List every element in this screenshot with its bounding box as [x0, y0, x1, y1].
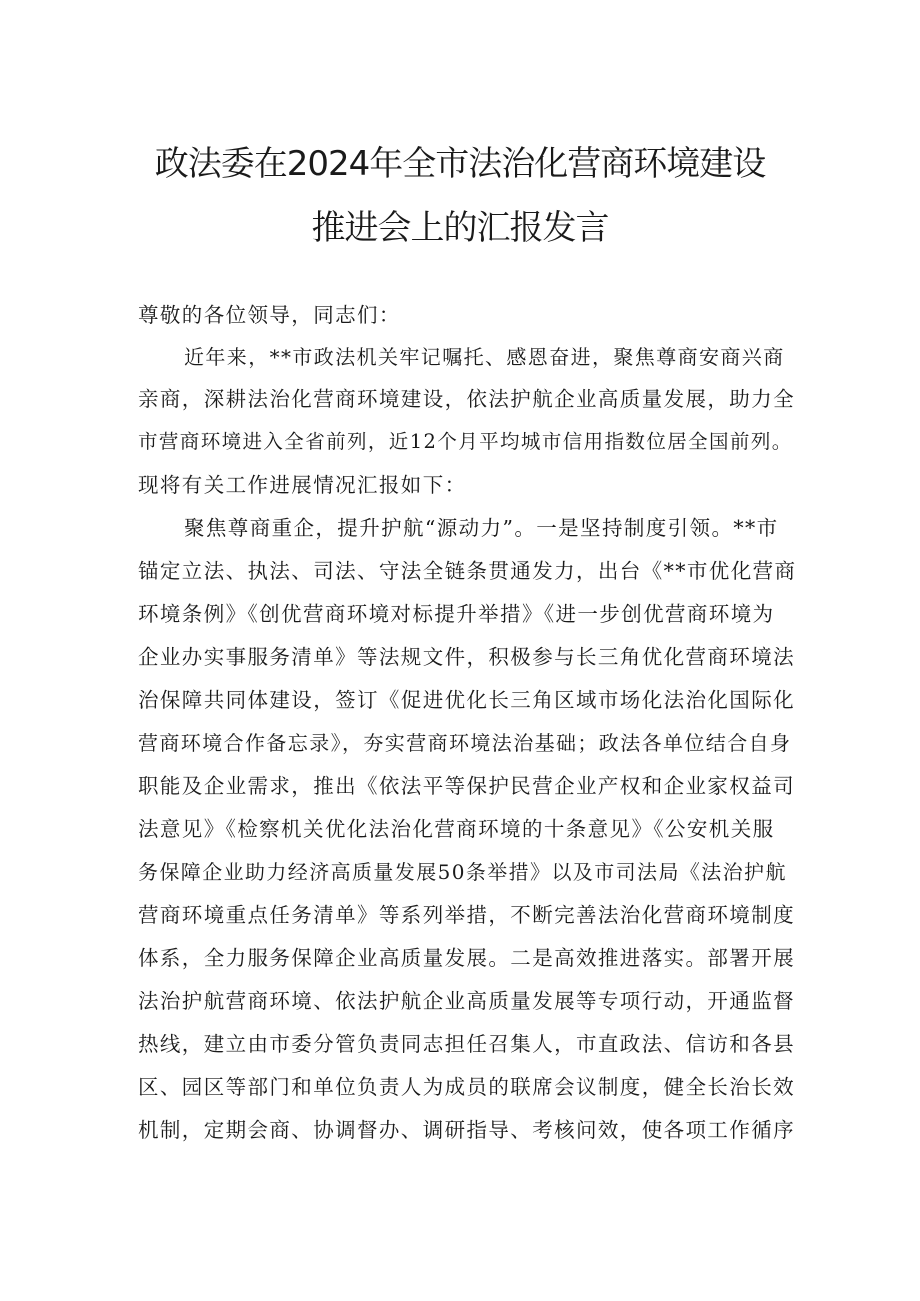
body-line: 务保障企业助力经济高质量发展50条举措》以及市司法局《法治护航	[138, 860, 787, 884]
body-line: 热线，建立由市委分管负责同志担任召集人，市直政法、信访和各县	[138, 1032, 795, 1056]
body-line: 锚定立法、执法、司法、守法全链条贯通发力，出台《**市优化营商	[138, 559, 797, 583]
body-line: 现将有关工作进展情况汇报如下：	[138, 473, 467, 497]
greeting: 尊敬的各位领导，同志们：	[138, 303, 401, 327]
body-line: 企业办实事服务清单》等法规文件，积极参与长三角优化营商环境法	[138, 645, 795, 669]
body-line: 法治护航营商环境、依法护航企业高质量发展等专项行动，开通监督	[138, 989, 795, 1013]
body-line: 营商环境合作备忘录》，夯实营商环境法治基础；政法各单位结合自身	[138, 731, 792, 755]
body-line: 环境条例》《创优营商环境对标提升举措》《进一步创优营商环境为	[138, 602, 775, 626]
body-line: 机制，定期会商、协调督办、调研指导、考核问效，使各项工作循序	[138, 1118, 795, 1142]
body-line: 近年来，**市政法机关牢记嘱托、感恩奋进，聚焦尊商安商兴商	[184, 345, 785, 369]
body-line: 治保障共同体建设，签订《促进优化长三角区域市场化法治化国际化	[138, 688, 795, 712]
title-line-2: 推进会上的汇报发言	[311, 208, 609, 248]
body-line: 体系，全力服务保障企业高质量发展。二是高效推进落实。部署开展	[138, 946, 795, 970]
title-line-1: 政法委在2024年全市法治化营商环境建设	[154, 144, 766, 184]
body-line: 职能及企业需求，推出《依法平等保护民营企业产权和企业家权益司	[138, 774, 795, 798]
body-line: 区、园区等部门和单位负责人为成员的联席会议制度，健全长治长效	[138, 1075, 795, 1099]
body-line: 市营商环境进入全省前列，近12个月平均城市信用指数位居全国前列。	[138, 430, 793, 453]
body-line: 聚焦尊商重企，提升护航“源动力”。一是坚持制度引领。**市	[184, 516, 779, 540]
body-line: 亲商，深耕法治化营商环境建设，依法护航企业高质量发展，助力全	[138, 387, 795, 411]
body-line: 营商环境重点任务清单》等系列举措，不断完善法治化营商环境制度	[138, 903, 795, 927]
body-line: 法意见》《检察机关优化法治化营商环境的十条意见》《公安机关服	[138, 817, 775, 841]
